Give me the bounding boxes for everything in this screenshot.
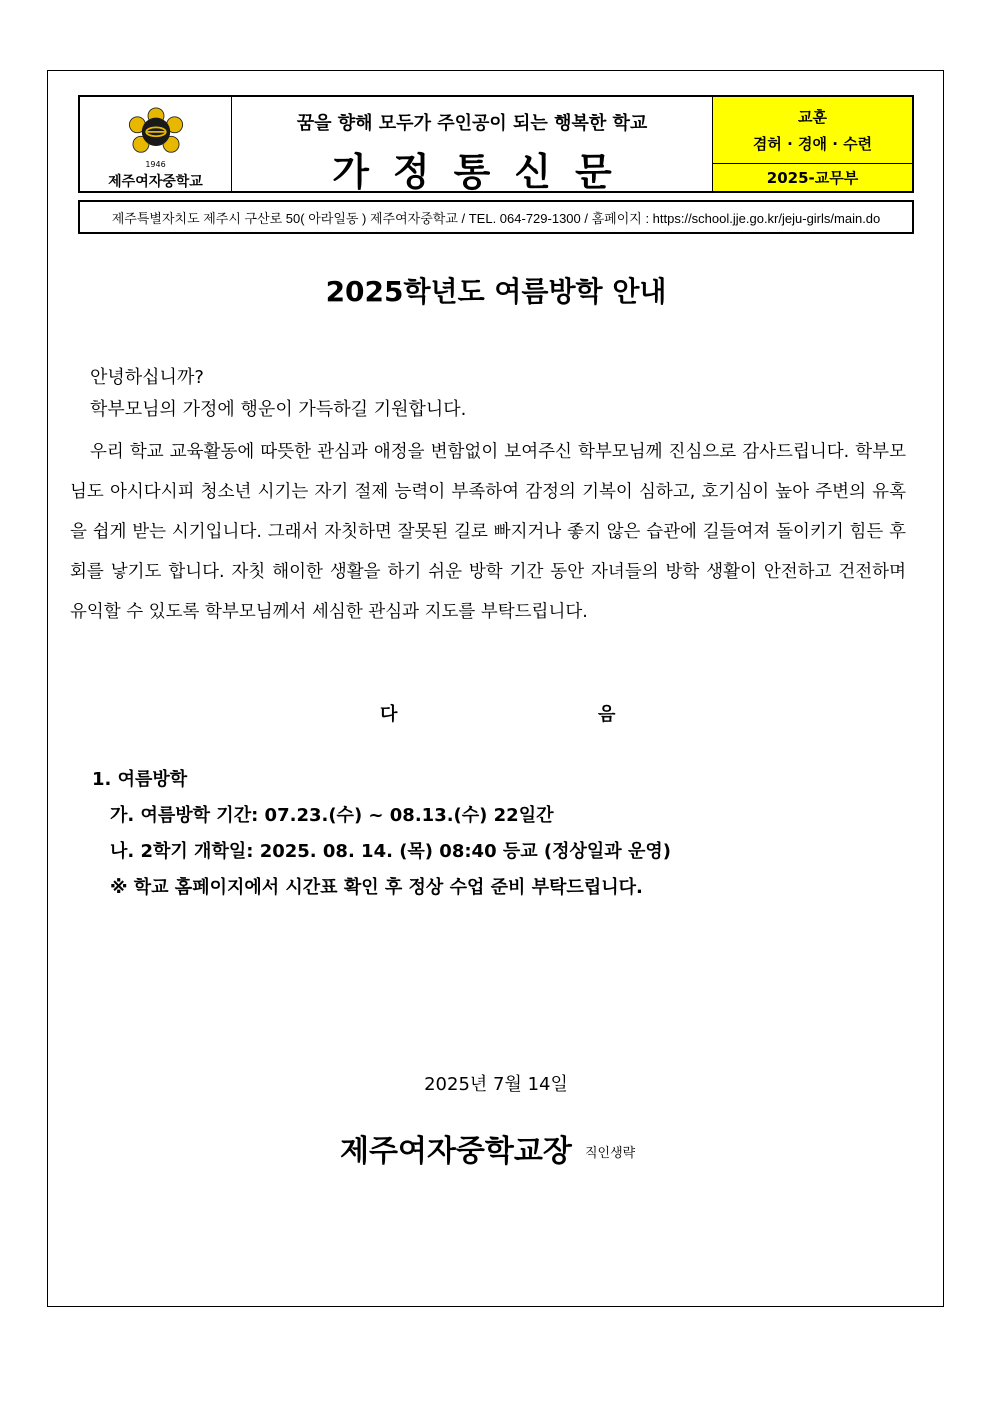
newsletter-title: 가정통신문 xyxy=(332,150,636,194)
school-emblem-icon xyxy=(121,107,191,162)
school-name: 제주여자중학교 xyxy=(108,174,203,190)
department-label: 2025-교무부 xyxy=(766,169,859,187)
document-title: 2025학년도 여름방학 안내 xyxy=(325,275,667,308)
notice-list xyxy=(92,762,671,906)
logo-cell xyxy=(80,97,232,191)
item-vacation-period: 가. 여름방학 기간: 07.23.(수) ~ 08.13.(수) 22일간 xyxy=(110,805,554,826)
item-note: ※ 학교 홈페이지에서 시간표 확인 후 정상 수업 준비 부탁드립니다. xyxy=(110,877,643,898)
motto-label: 교훈 xyxy=(798,108,827,126)
principal-signature: 제주여자중학교장 xyxy=(340,1134,572,1169)
header-table xyxy=(78,95,914,193)
heading-da: 다 xyxy=(380,704,398,725)
school-slogan: 꿈을 향해 모두가 주인공이 되는 행복한 학교 xyxy=(296,113,648,134)
address-bar: 제주특별자치도 제주시 구산로 50( 아라일동 ) 제주여자중학교 / TEL. 064-729-1300 / 홈페이지 : https://school.jje.go.kr/jeju-girls/main.do xyxy=(78,200,914,234)
logo-year: 1946 xyxy=(145,160,166,169)
section-summer-vacation: 1. 여름방학 xyxy=(92,769,188,790)
title-cell xyxy=(232,97,712,194)
motto-box xyxy=(713,97,912,164)
page-border xyxy=(47,70,944,1307)
document-date: 2025년 7월 14일 xyxy=(424,1074,568,1095)
motto-cell xyxy=(712,97,912,191)
heading-eum: 음 xyxy=(598,704,616,725)
seal-omitted-note: 직인생략 xyxy=(585,1146,636,1161)
item-school-opening: 나. 2학기 개학일: 2025. 08. 14. (목) 08:40 등교 (정상일과 운영) xyxy=(110,841,671,862)
greeting-line-1: 안녕하십니까? xyxy=(90,367,204,388)
greeting-line-2: 학부모님의 가정에 행운이 가득하길 기원합니다. xyxy=(90,399,467,420)
letter-body xyxy=(70,362,906,632)
motto-text: 겸허 · 경애 · 수련 xyxy=(752,135,873,153)
letter-paragraph: 우리 학교 교육활동에 따뜻한 관심과 애정을 변함없이 보여주신 학부모님께 진심으로 감사드립니다. 학부모님도 아시다시피 청소년 시기는 자기 절제 능력이 부족하여 감정의 기복이 심하고, 호기심이 높아 주변의 유혹을 쉽게 받는 시기입니다. 그래서 자칫하면 잘못된 길로 빠지거나 좋지 않은 습관에 길들여져 돌이키기 힘든 후회를 낳기도 합니다. 자칫 해이한 생활을 하기 쉬운 방학 기간 동안 자녀들의 방학 생활이 안전하고 건전하며 유익할 수 있도록 학부모님께서 세심한 관심과 지도를 부탁드립니다. xyxy=(70,442,906,622)
